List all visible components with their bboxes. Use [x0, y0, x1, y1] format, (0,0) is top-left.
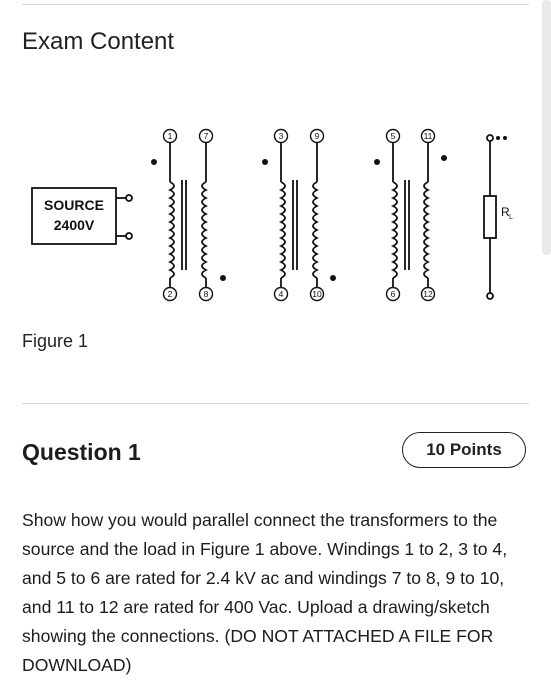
terminal-12-label: 12	[423, 289, 433, 299]
terminal-6-label: 6	[390, 289, 396, 299]
transformer-diagram	[22, 118, 532, 318]
load-label-subscript: L	[509, 214, 513, 221]
terminal-5-label: 5	[390, 131, 396, 141]
source-voltage-label: 2400V	[53, 217, 95, 233]
terminal-3-label: 3	[278, 131, 284, 141]
terminal-1-label: 1	[167, 131, 173, 141]
question-text: Show how you would parallel connect the transformers to the source and the load in Figure 1 above. Windings 1 to 2, 3 to 4, and 5 to 6 are rated for 2.4 kV ac and windings 7 to 8, 9 to 10, and 11 to 12 are rated for 400 Vac. Upload a drawing/sketch showing the connections. (DO NOT ATTACHED A FILE FOR DOWNLOAD)	[22, 510, 508, 675]
scrollbar[interactable]	[542, 0, 551, 255]
load-resistor	[484, 196, 496, 238]
section-title: Exam Content	[22, 28, 175, 55]
section-divider	[22, 403, 529, 404]
terminal-8-label: 8	[203, 289, 209, 299]
terminal-4-label: 4	[278, 289, 284, 299]
points-badge: 10 Points	[402, 432, 526, 468]
terminal-10-label: 10	[312, 289, 322, 299]
terminal-7-label: 7	[203, 131, 209, 141]
source-label: SOURCE	[44, 197, 104, 213]
terminal-2-label: 2	[167, 289, 173, 299]
question-title: Question 1	[22, 439, 141, 465]
top-divider	[22, 4, 529, 5]
terminal-11-label: 11	[423, 131, 433, 141]
load-label: R	[501, 205, 510, 219]
terminal-9-label: 9	[314, 131, 320, 141]
figure-1	[22, 118, 532, 318]
figure-caption: Figure 1	[22, 331, 89, 351]
